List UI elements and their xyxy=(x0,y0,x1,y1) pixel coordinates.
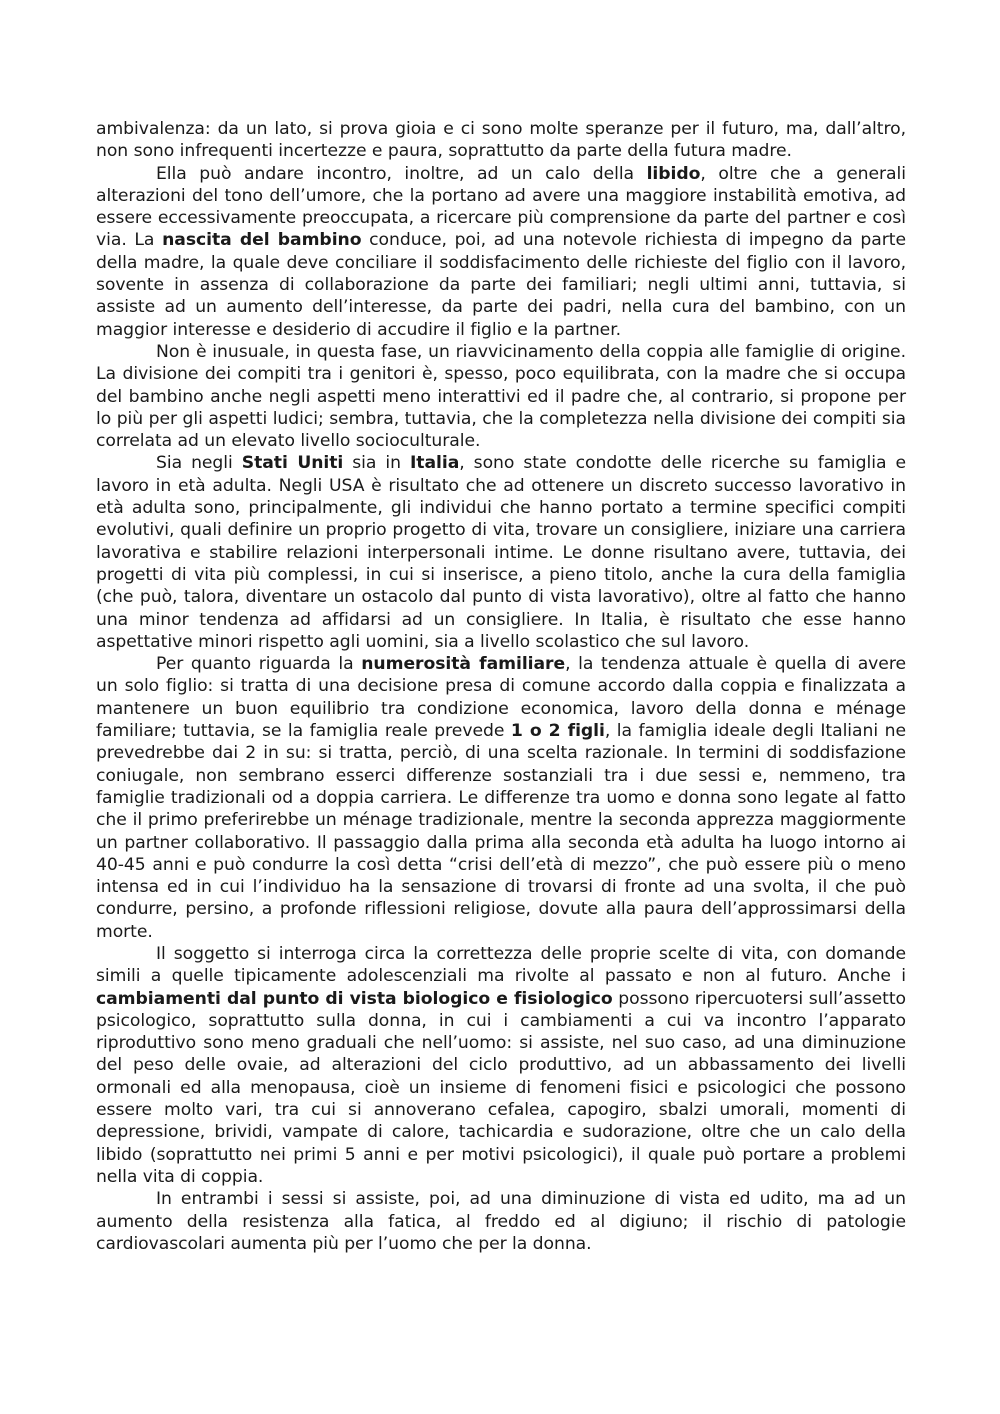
paragraph-text: Ella può andare incontro, inoltre, ad un calo della xyxy=(156,163,647,184)
paragraph-text: , sono state condotte delle ricerche su famiglia e lavoro in età adulta. Negli USA è risultato che ad ottenere un discreto successo lavorativo in età adulta sono, principalmente, gli individui che hanno portato a termine specifici compiti evolutivi, quali definire un proprio progetto di vita, trovare un consigliere, iniziare una carriera lavorativa e stabilire relazioni interpersonali intime. Le donne risultano avere, tuttavia, dei progetti di vita più complessi, in cui si inserisce, a pieno titolo, anche la cura della famiglia (che può, talora, diventare un ostacolo dal punto di vista lavorativo), oltre al fatto che hanno una minor tendenza ad affidarsi ad un consigliere. In Italia, è risultato che esse hanno aspettative minori rispetto agli uomini, sia a livello scolastico che sul lavoro. xyxy=(96,453,906,652)
bold-term: Stati Uniti xyxy=(241,453,344,474)
paragraph-text: ambivalenza: da un lato, si prova gioia e ci sono molte speranze per il futuro, ma, dall’altro, non sono infrequenti incertezze e paura, soprattutto da parte della futura madre. xyxy=(96,119,906,162)
paragraph-text: sia in xyxy=(343,453,410,474)
paragraph-text: In entrambi i sessi si assiste, poi, ad una diminuzione di vista ed udito, ma ad un aumento della resistenza alla fatica, al freddo ed al digiuno; il rischio di patologie cardiovascolari aumenta più per l’uomo che per la donna. xyxy=(96,1189,906,1254)
paragraph-text: , oltre che a generali alterazioni del tono dell’umore, che la portano ad avere una maggiore instabilità emotiva, ad essere eccessivamente preoccupata, a ricercare più comprensione da parte del partner e così via. La xyxy=(96,163,906,251)
paragraph-text: , la tendenza attuale è quella di avere un solo figlio: si tratta di una decisione presa di comune accordo dalla coppia e finalizzata a mantenere un buon equilibrio tra condizione economica, lavoro della donna e ménage familiare; tuttavia, se la famiglia reale prevede xyxy=(96,654,906,742)
bold-term: Italia xyxy=(409,453,460,474)
bold-term: cambiamenti dal punto di vista biologico e fisiologico xyxy=(96,988,613,1009)
bold-term: nascita del bambino xyxy=(162,230,362,251)
bold-term: numerosità familiare xyxy=(361,654,566,675)
body-paragraph xyxy=(96,653,906,943)
body-paragraph xyxy=(96,452,906,653)
body-paragraph xyxy=(96,341,906,452)
paragraph-text: conduce, poi, ad una notevole richiesta di impegno da parte della madre, la quale deve conciliare il soddisfacimento delle richieste del figlio con il lavoro, sovente in assenza di collaborazione da parte dei familiari; negli ultimi anni, tuttavia, si assiste ad un aumento dell’interesse, da parte dei padri, nella cura del bambino, con un maggior interesse e desiderio di accudire il figlio e la partner. xyxy=(96,230,907,340)
bold-term: 1 o 2 figli xyxy=(510,721,605,742)
paragraph-text: , la famiglia ideale degli Italiani ne prevedrebbe dai 2 in su: si tratta, perciò, di una scelta razionale. In termini di soddisfazione coniugale, non sembrano esserci differenze sostanziali tra i due sessi e, nemmeno, tra famiglie tradizionali od a doppia carriera. Le differenze tra uomo e donna sono legate al fatto che il primo preferirebbe un ménage tradizionale, mentre la seconda apprezza maggiormente un partner collaborativo. Il passaggio dalla prima alla seconda età adulta ha luogo intorno ai 40-45 anni e può condurre la così detta “crisi dell’età di mezzo”, che può essere più o meno intensa ed in cui l’individuo ha la sensazione di trovarsi di fronte ad una svolta, il che può condurre, persino, a profonde riflessioni religiose, dovute alla paura dell’approssimarsi della morte. xyxy=(96,721,906,942)
document-page xyxy=(96,118,906,1255)
bold-term: libido xyxy=(646,163,701,184)
body-paragraph xyxy=(96,943,906,1188)
paragraph-text: Il soggetto si interroga circa la correttezza delle proprie scelte di vita, con domande simili a quelle tipicamente adolescenziali ma rivolte al passato e non al futuro. Anche i xyxy=(96,943,906,987)
paragraph-text: Sia negli xyxy=(156,453,242,474)
body-paragraph xyxy=(96,163,906,341)
paragraph-text: Per quanto riguarda la xyxy=(156,654,362,675)
paragraph-text: Non è inusuale, in questa fase, un riavvicinamento della coppia alle famiglie di origine. La divisione dei compiti tra i genitori è, spesso, poco equilibrata, con la madre che si occupa del bambino anche negli aspetti meno interattivi ed il padre che, al contrario, si propone per lo più per gli aspetti ludici; sembra, tuttavia, che la completezza nella divisione dei compiti sia correlata ad un elevato livello socioculturale. xyxy=(96,341,906,452)
body-paragraph xyxy=(96,118,906,163)
paragraph-text: possono ripercuotersi sull’assetto psicologico, soprattutto sulla donna, in cui i cambiamenti a cui va incontro l’apparato riproduttivo sono meno graduali che nell’uomo: si assiste, nel suo caso, ad una diminuzione del peso delle ovaie, ad alterazioni del ciclo produttivo, ad un abbassamento dei livelli ormonali ed alla menopausa, cioè un insieme di fenomeni fisici e psicologici che possono essere molto vari, tra cui si annoverano cefalea, capogiro, sbalzi umorali, momenti di depressione, brividi, vampate di calore, tachicardia e sudorazione, oltre che un calo della libido (soprattutto nei primi 5 anni e per motivi psicologici), il quale può portare a problemi nella vita di coppia. xyxy=(96,988,906,1187)
body-paragraph xyxy=(96,1188,906,1255)
